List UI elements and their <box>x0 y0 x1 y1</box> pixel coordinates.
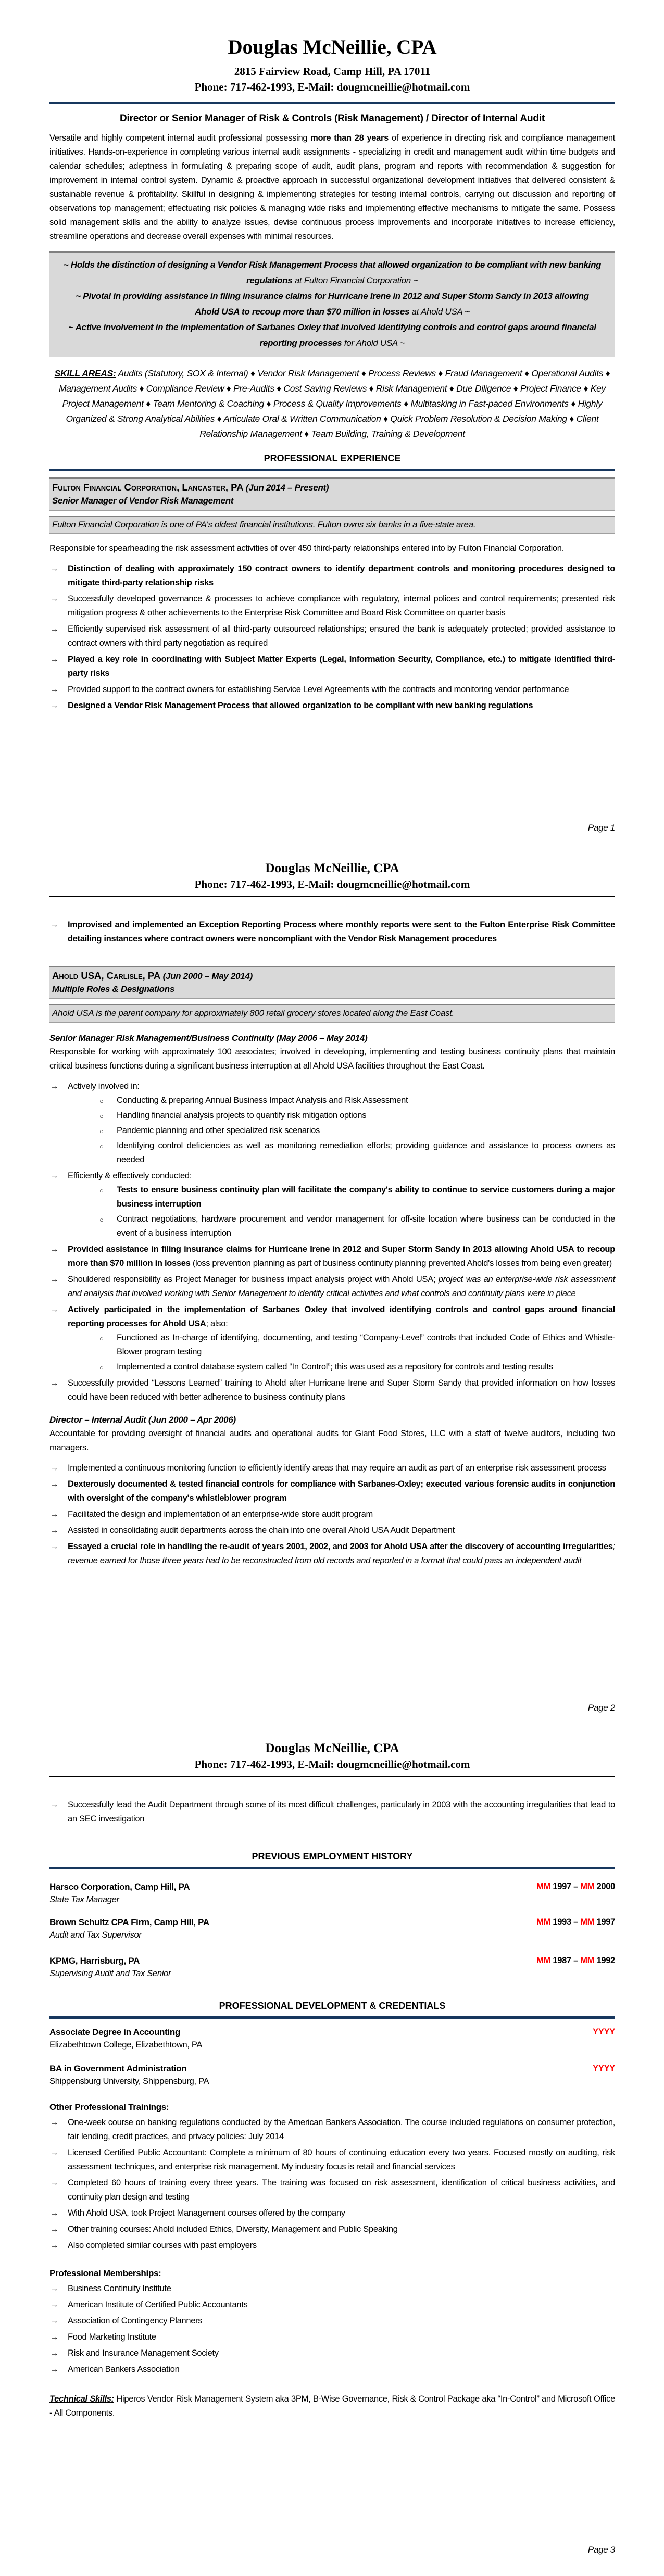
bullet-item <box>49 2363 615 2377</box>
bullet-text: One-week course on banking regulations conducted by the American Bankers Association. The course included regulations on consumer protection, fair lending, credit practices, and privacy policies: July 2014 <box>68 2118 615 2141</box>
circle-bullet-icon: ○ <box>99 1127 104 1135</box>
objective-title: Director or Senior Manager of Risk & Controls (Risk Management) / Director of Internal Audit <box>120 112 545 124</box>
bullet-item <box>49 1798 615 1826</box>
arrow-bullet-icon: → <box>50 700 59 710</box>
year-end: 1997 <box>596 1917 615 1927</box>
bullet-item <box>49 2206 615 2220</box>
page-header-contact: Phone: 717-462-1993, E-Mail: dougmcneillie@hotmail.com <box>194 1758 470 1770</box>
month-placeholder: MM <box>580 1882 595 1891</box>
role-intro: Responsible for spearheading the risk assessment activities of over 450 third-party relationships entered into by Fulton Financial Corporation. <box>49 543 564 553</box>
bullet-text: Facilitated the design and implementation of an enterprise-wide store audit program <box>68 1510 373 1519</box>
resume-page-3 <box>0 1734 664 2576</box>
bullet-text: Successfully provided “Lessons Learned” training to Ahold after Hurricane Irene and Super Storm Sandy that provided information on how losses could have been reduced with better adherence to business continuity plans <box>68 1378 615 1402</box>
bullet-text: Successfully developed governance & processes to achieve compliance with regulatory, internal polices and control requirements; presented risk mitigation progress & other achievements to the Enterprise Risk Committee and Board Risk Committee on quarter basis <box>68 594 615 618</box>
bullet-item <box>49 2146 615 2174</box>
employment-role: Audit and Tax Supervisor <box>49 1930 142 1940</box>
job-title: Senior Manager of Vendor Risk Management <box>52 495 234 506</box>
circle-bullet-icon: ○ <box>99 1187 104 1195</box>
navy-divider-rule <box>49 1867 615 1869</box>
arrow-bullet-icon: → <box>50 1463 59 1473</box>
sub-bullet-list <box>98 1331 615 1374</box>
bullet-item <box>49 2116 615 2144</box>
bullet-item <box>49 2222 615 2236</box>
bullet-text: With Ahold USA, took Project Management courses offered by the company <box>68 2208 345 2218</box>
page-number: Page 1 <box>587 823 615 833</box>
credential-row <box>49 2064 615 2087</box>
candidate-contact-line: Phone: 717-462-1993, E-Mail: dougmcneillie@hotmail.com <box>194 80 470 93</box>
arrow-bullet-icon: → <box>50 2332 59 2342</box>
bullet-item <box>49 592 615 620</box>
memberships-heading: Professional Memberships: <box>49 2268 161 2278</box>
page-header-contact: Phone: 717-462-1993, E-Mail: dougmcneillie@hotmail.com <box>194 878 470 890</box>
employer-dates: (Jun 2014 – Present) <box>243 482 329 493</box>
bullet-text: Implemented a continuous monitoring function to efficiently identify areas that may require an audit as part of an enterprise risk assessment process <box>68 1463 606 1473</box>
highlight-rest: at Ahold USA ~ <box>409 306 470 317</box>
section-heading-previous-employment: PREVIOUS EMPLOYMENT HISTORY <box>252 1851 413 1862</box>
arrow-bullet-icon: → <box>50 1526 59 1535</box>
technical-skills-label: Technical Skills: <box>49 2394 114 2404</box>
arrow-bullet-icon: → <box>50 2178 59 2188</box>
arrow-bullet-icon: → <box>50 624 59 634</box>
role1-bullet-list <box>49 1079 615 1404</box>
spacer <box>49 948 615 960</box>
bullet-text: American Institute of Certified Public Accountants <box>68 2300 248 2309</box>
bullet-item <box>49 562 615 590</box>
year-end: 1992 <box>596 1956 615 1965</box>
arrow-bullet-icon: → <box>50 1542 59 1551</box>
arrow-bullet-icon: → <box>50 2316 59 2326</box>
resume-page-1 <box>0 0 664 854</box>
employment-left <box>49 1917 209 1940</box>
employment-row <box>49 1956 615 1979</box>
bullet-item <box>49 1507 615 1522</box>
bullet-text: Risk and Insurance Management Society <box>68 2348 219 2358</box>
bullet-text-bold: Actively participated in the implementation of Sarbanes Oxley that involved identifying controls and control gaps around financial reporting processes for Ahold USA <box>68 1305 615 1328</box>
arrow-bullet-icon: → <box>50 563 59 573</box>
bullet-text: Also completed similar courses with past employers <box>68 2241 257 2250</box>
highlight-item <box>63 288 602 320</box>
sub-bullet-item <box>98 1139 615 1167</box>
bullet-item <box>49 2346 615 2360</box>
employment-left <box>49 1882 190 1905</box>
candidate-address: 2815 Fairview Road, Camp Hill, PA 17011 <box>234 65 431 78</box>
skill-areas <box>52 366 613 442</box>
role-intro: Responsible for working with approximately 100 associates; involved in developing, implementing and testing business continuity plans that maintain critical business functions during a significant business interruption at all Ahold USA facilities throughout the East Coast. <box>49 1047 615 1071</box>
arrow-bullet-icon: → <box>50 2284 59 2293</box>
bullet-item <box>49 1242 615 1271</box>
sub-bullet-list <box>98 1183 615 1240</box>
employment-company: Brown Schultz CPA Firm, Camp Hill, PA <box>49 1917 209 1927</box>
bullet-text-bold: Dexterously documented & tested financial controls for compliance with Sarbanes-Oxley; executed various forensic audits in conjunction with oversight of the company's whistleblower program <box>68 1479 615 1503</box>
bullet-text: Actively involved in: <box>68 1082 140 1091</box>
month-placeholder: MM <box>536 1882 551 1891</box>
bullet-text-bold: Improvised and implemented an Exception Reporting Process where monthly reports were sent to the Fulton Enterprise Risk Committee detailing instances where contract owners were noncompliant with the Vendor Risk Management procedures <box>68 920 615 944</box>
circle-bullet-icon: ○ <box>99 1335 104 1342</box>
bullet-text: Efficiently & effectively conducted: <box>68 1171 192 1180</box>
sub-bullet-item <box>98 1124 615 1138</box>
page-header-name: Douglas McNeillie, CPA <box>265 1741 399 1755</box>
bullet-item <box>49 2298 615 2312</box>
arrow-bullet-icon: → <box>50 594 59 604</box>
employer-description-band: Ahold USA is the parent company for approximately 800 retail grocery stores located along the East Coast. <box>49 1004 615 1023</box>
sub-bullet-text: Conducting & preparing Annual Business Impact Analysis and Risk Assessment <box>117 1096 408 1105</box>
bullet-text-bold: Distinction of dealing with approximately 150 contract owners to identify department controls and monitoring procedures designed to mitigate third-party relationship risks <box>68 563 615 587</box>
employment-company: Harsco Corporation, Camp Hill, PA <box>49 1882 190 1892</box>
month-placeholder: MM <box>536 1956 551 1965</box>
arrow-bullet-icon: → <box>50 654 59 664</box>
navy-divider-rule <box>49 2016 615 2019</box>
section-heading-professional-development: PROFESSIONAL DEVELOPMENT & CREDENTIALS <box>219 2001 446 2011</box>
employment-row <box>49 1917 615 1940</box>
credential-year-placeholder: YYYY <box>593 2064 615 2073</box>
highlight-item <box>63 320 602 351</box>
bullet-text: Licensed Certified Public Accountant: Complete a minimum of 80 hours of continuing education every two years. Focused mostly on auditing, risk assessment techniques, and enterprise risk management. My industry focus is retail and financial services <box>68 2148 615 2171</box>
employer-band-ahold <box>49 966 615 999</box>
arrow-bullet-icon: → <box>50 920 59 929</box>
bullet-item <box>49 1376 615 1404</box>
employment-dates <box>536 1917 615 1927</box>
career-highlights-box <box>49 251 615 357</box>
credential-left <box>49 2027 202 2050</box>
bullet-text: (loss prevention planning as part of business continuity planning prevented Ahold's losses from being even greater) <box>190 1259 612 1268</box>
credential-row <box>49 2027 615 2050</box>
arrow-bullet-icon: → <box>50 2118 59 2127</box>
bullet-text-italic: project was an enterprise-wide risk assessment and analysis that involved working with Senior Management to identify critical activities and what controls and continuity plans were in place <box>68 1275 615 1298</box>
sub-bullet-list <box>98 1094 615 1167</box>
circle-bullet-icon: ○ <box>99 1142 104 1150</box>
bullet-text-bold: Provided assistance in filing insurance claims for Hurricane Irene in 2012 and Super Storm Sandy in 2013 allowing Ahold USA to recoup more than $70 million in losses <box>68 1245 615 1268</box>
credential-degree: Associate Degree in Accounting <box>49 2027 181 2037</box>
bullet-item <box>49 683 615 697</box>
bullet-item <box>49 1524 615 1538</box>
arrow-bullet-icon: → <box>50 1510 59 1519</box>
bullet-item <box>49 2314 615 2328</box>
fulton-bullet-list <box>49 562 615 713</box>
bullet-text: Association of Contingency Planners <box>68 2316 203 2326</box>
highlight-strong: ~ Active involvement in the implementation of Sarbanes Oxley that involved identifying controls and control gaps around financial reporting processes <box>68 322 596 348</box>
bullet-text-bold: Essayed a crucial role in handling the re-audit of years 2001, 2002, and 2003 for Ahold USA after the discovery of accounting irregularities <box>68 1542 613 1551</box>
employment-left <box>49 1956 171 1979</box>
sub-bullet-item <box>98 1094 615 1108</box>
page-number: Page 2 <box>587 1703 615 1713</box>
bullet-text: Business Continuity Institute <box>68 2284 171 2293</box>
bullet-text: ; also: <box>206 1319 228 1328</box>
year-start: 1997 – <box>553 1882 578 1891</box>
arrow-bullet-icon: → <box>50 2300 59 2309</box>
employment-dates <box>536 1882 615 1892</box>
arrow-bullet-icon: → <box>50 2225 59 2234</box>
bullet-item <box>49 1540 615 1568</box>
page-header-name: Douglas McNeillie, CPA <box>265 861 399 875</box>
highlight-rest: at Fulton Financial Corporation ~ <box>292 275 418 285</box>
sub-bullet-text: Identifying control deficiencies as well as monitoring remediation efforts; providing guidance and assistance to process owners as needed <box>117 1141 615 1164</box>
employer-dates: (Jun 2000 – May 2014) <box>160 971 253 981</box>
highlight-strong: ~ Pivotal in providing assistance in filing insurance claims for Hurricane Irene in 2012 and Super Storm Sandy in 2013 allowing Ahold USA to recoup more than $70 million in losses <box>76 291 589 317</box>
sub-bullet-item <box>98 1109 615 1123</box>
employer-band-fulton <box>49 477 615 511</box>
sub-bullet-text: Pandemic planning and other specialized risk scenarios <box>117 1126 320 1135</box>
arrow-bullet-icon: → <box>50 1245 59 1254</box>
arrow-bullet-icon: → <box>50 684 59 694</box>
bullet-item <box>49 2176 615 2204</box>
highlight-rest: for Ahold USA ~ <box>342 337 405 348</box>
employment-role: Supervising Audit and Tax Senior <box>49 1969 171 1978</box>
circle-bullet-icon: ○ <box>99 1364 104 1372</box>
arrow-bullet-icon: → <box>50 1171 59 1180</box>
technical-skills-text: Hiperos Vendor Risk Management System aka 3PM, B-Wise Governance, Risk & Control Package aka “In-Control” and Microsoft Office - All Components. <box>49 2394 615 2418</box>
navy-divider-rule <box>49 102 615 104</box>
role-heading: Director – Internal Audit (Jun 2000 – Apr 2006) <box>49 1415 236 1425</box>
arrow-bullet-icon: → <box>50 1800 59 1810</box>
sub-bullet-item <box>98 1212 615 1240</box>
bullet-item <box>49 918 615 946</box>
arrow-bullet-icon: → <box>50 2241 59 2250</box>
bullet-text: Efficiently supervised risk assessment of all third-party outsourced relationships; ensured the bank is adequately protected; provided assistance to contract owners with third party negotiation as required <box>68 624 615 648</box>
year-start: 1993 – <box>553 1917 578 1927</box>
bullet-text: Assisted in consolidating audit departments across the chain into one overall Ahold USA Audit Department <box>68 1526 455 1535</box>
bullet-text-bold: Played a key role in coordinating with Subject Matter Experts (Legal, Information Security, Compliance, etc.) to mitigate identified third-party risks <box>68 654 615 678</box>
year-start: 1987 – <box>553 1956 578 1965</box>
role2-bullet-list <box>49 1461 615 1568</box>
bullet-item <box>49 2239 615 2253</box>
sub-bullet-item <box>98 1360 615 1374</box>
credential-year-placeholder: YYYY <box>593 2027 615 2037</box>
bullet-item <box>49 1303 615 1374</box>
skill-areas-list: Audits (Statutory, SOX & Internal) ♦ Vendor Risk Management ♦ Process Reviews ♦ Fraud Management ♦ Operational Audits ♦ Management Audits ♦ Compliance Review ♦ Pre-Audits ♦ Cost Saving Reviews ♦ Risk Management ♦ Due Diligence ♦ Project Finance ♦ Key Project Management ♦ Team Mentoring & Coaching ♦ Process & Quality Improvements ♦ Multitasking in Fast-paced Environments ♦ Highly Organized & Strong Analytical Abilities ♦ Articulate Oral & Written Communication ♦ Quick Problem Resolution & Decision Making ♦ Client Relationship Management ♦ Team Building, Training & Development <box>59 368 610 439</box>
sub-bullet-item <box>98 1331 615 1359</box>
summary-strong: more than 28 years <box>310 133 389 143</box>
arrow-bullet-icon: → <box>50 1082 59 1091</box>
circle-bullet-icon: ○ <box>99 1112 104 1120</box>
credential-degree: BA in Government Administration <box>49 2064 187 2074</box>
sub-bullet-bold: Tests to ensure business continuity plan will facilitate the company's ability to continue to service customers during a major business interruption <box>117 1185 615 1209</box>
bullet-item <box>49 1273 615 1301</box>
role-heading: Senior Manager Risk Management/Business Continuity (May 2006 – May 2014) <box>49 1033 368 1043</box>
employer-name: Ahold USA, Carlisle, PA <box>52 970 161 981</box>
sub-bullet-text: Implemented a control database system called “In Control”; this was used as a repository for controls and testing results <box>117 1362 553 1372</box>
bullet-item <box>49 1461 615 1475</box>
skill-areas-label: SKILL AREAS: <box>54 368 116 379</box>
technical-skills <box>49 2392 615 2420</box>
sub-bullet-item <box>98 1183 615 1211</box>
bullet-text-italic: ; revenue earned for those three years had to be reconstructed from old records and reported in a format that could pass an independent audit <box>68 1542 615 1565</box>
month-placeholder: MM <box>580 1956 595 1965</box>
bullet-text: Other training courses: Ahold included Ethics, Diversity, Management and Public Speaking <box>68 2225 398 2234</box>
bullet-item <box>49 652 615 681</box>
bullet-text: American Bankers Association <box>68 2365 180 2374</box>
credential-institution: Shippensburg University, Shippensburg, PA <box>49 2077 209 2086</box>
spacer <box>49 897 615 918</box>
spacer <box>49 1777 615 1798</box>
summary-rest: of experience in directing risk and compliance management initiatives. Hands-on-experience in completing various internal audit assignments - specializing in credit and management audit within time budgets and calendar schedules; adeptness in formulating & preparing scope of audit, audit plans, program and reports with recommendation & suggestion for improvement in internal control system. Dynamic & proactive approach in successful organizational development initiatives that delivered consistent & sustainable revenue & profitability. Skillful in designing & implementing strategies for testing internal controls, carrying out discussion and reporting of observations top management; effectuating risk policies & managing wide risks and implementing effective mechanisms to mitigate the same. Possess solid management skills and the ability to analyze issues, devise continuous process improvements and incorporate initiatives to increase efficiency, streamline operations and decrease overall expenses with minimal resources. <box>49 133 616 241</box>
sub-bullet-text: Functioned as In-charge of identifying, documenting, and testing “Company-Level” controls that included Code of Ethics and Whistle-Blower program testing <box>117 1333 615 1356</box>
arrow-bullet-icon: → <box>50 1275 59 1284</box>
employer-description-band: Fulton Financial Corporation is one of PA's oldest financial institutions. Fulton owns six banks in a five-state area. <box>49 516 615 534</box>
navy-divider-rule <box>49 469 615 471</box>
employment-row <box>49 1882 615 1905</box>
role-intro: Accountable for providing oversight of financial audits and operational audits for Giant Food Stores, LLC with a staff of twelve auditors, including two managers. <box>49 1429 615 1452</box>
candidate-name: Douglas McNeillie, CPA <box>228 36 437 58</box>
arrow-bullet-icon: → <box>50 2365 59 2374</box>
circle-bullet-icon: ○ <box>99 1216 104 1224</box>
month-placeholder: MM <box>580 1917 595 1927</box>
circle-bullet-icon: ○ <box>99 1097 104 1105</box>
bullet-item <box>49 1477 615 1505</box>
sub-bullet-text: Handling financial analysis projects to quantify risk mitigation options <box>117 1111 367 1120</box>
credential-institution: Elizabethtown College, Elizabethtown, PA <box>49 2040 203 2050</box>
bullet-item <box>49 622 615 650</box>
memberships-list <box>49 2282 615 2377</box>
arrow-bullet-icon: → <box>50 1479 59 1489</box>
bullet-text: Food Marketing Institute <box>68 2332 156 2342</box>
employer-name: Fulton Financial Corporation, Lancaster, PA <box>52 481 244 493</box>
bullet-item <box>49 2282 615 2296</box>
fulton-carryover-list <box>49 918 615 946</box>
trainings-list <box>49 2116 615 2253</box>
summary-lead: Versatile and highly competent internal audit professional possessing <box>49 133 311 143</box>
bullet-item <box>49 1169 615 1240</box>
section-heading-professional-experience: PROFESSIONAL EXPERIENCE <box>264 453 401 463</box>
bullet-item <box>49 699 615 713</box>
arrow-bullet-icon: → <box>50 2348 59 2358</box>
bullet-text-bold: Designed a Vendor Risk Management Process that allowed organization to be compliant with new banking regulations <box>68 700 533 710</box>
bullet-item <box>49 2330 615 2344</box>
sub-bullet-text: Contract negotiations, hardware procurement and vendor management for off-site location where business can be conducted in the event of a business interruption <box>117 1214 615 1238</box>
bullet-text: Completed 60 hours of training every three years. The training was focused on risk assessment, identification of critical business activities, and continuity plan design and testing <box>68 2178 615 2202</box>
arrow-bullet-icon: → <box>50 1305 59 1314</box>
resume-page-2 <box>0 854 664 1734</box>
arrow-bullet-icon: → <box>50 2148 59 2157</box>
month-placeholder: MM <box>536 1917 551 1927</box>
credential-left <box>49 2064 209 2087</box>
summary-paragraph <box>49 131 615 244</box>
bullet-text: Shouldered responsibility as Project Manager for business impact analysis project with Ahold USA; <box>68 1275 439 1284</box>
page-number: Page 3 <box>587 2545 615 2555</box>
job-title: Multiple Roles & Designations <box>52 984 174 994</box>
bullet-text: Successfully lead the Audit Department through some of its most difficult challenges, particularly in 2003 with the accounting irregularities that lead to an SEC investigation <box>68 1800 615 1824</box>
trainings-heading: Other Professional Trainings: <box>49 2102 169 2112</box>
employment-dates <box>536 1956 615 1966</box>
employment-role: State Tax Manager <box>49 1895 119 1904</box>
bullet-text: Provided support to the contract owners for establishing Service Level Agreements with the contracts and monitoring vendor performance <box>68 684 569 694</box>
bullet-item <box>49 1079 615 1167</box>
highlight-strong: ~ Holds the distinction of designing a Vendor Risk Management Process that allowed organization to be compliant with new banking regulations <box>63 259 602 285</box>
year-end: 2000 <box>596 1882 615 1891</box>
arrow-bullet-icon: → <box>50 2208 59 2218</box>
arrow-bullet-icon: → <box>50 1378 59 1388</box>
ahold-carryover-list <box>49 1798 615 1826</box>
highlight-item <box>63 257 602 288</box>
employment-company: KPMG, Harrisburg, PA <box>49 1956 140 1966</box>
